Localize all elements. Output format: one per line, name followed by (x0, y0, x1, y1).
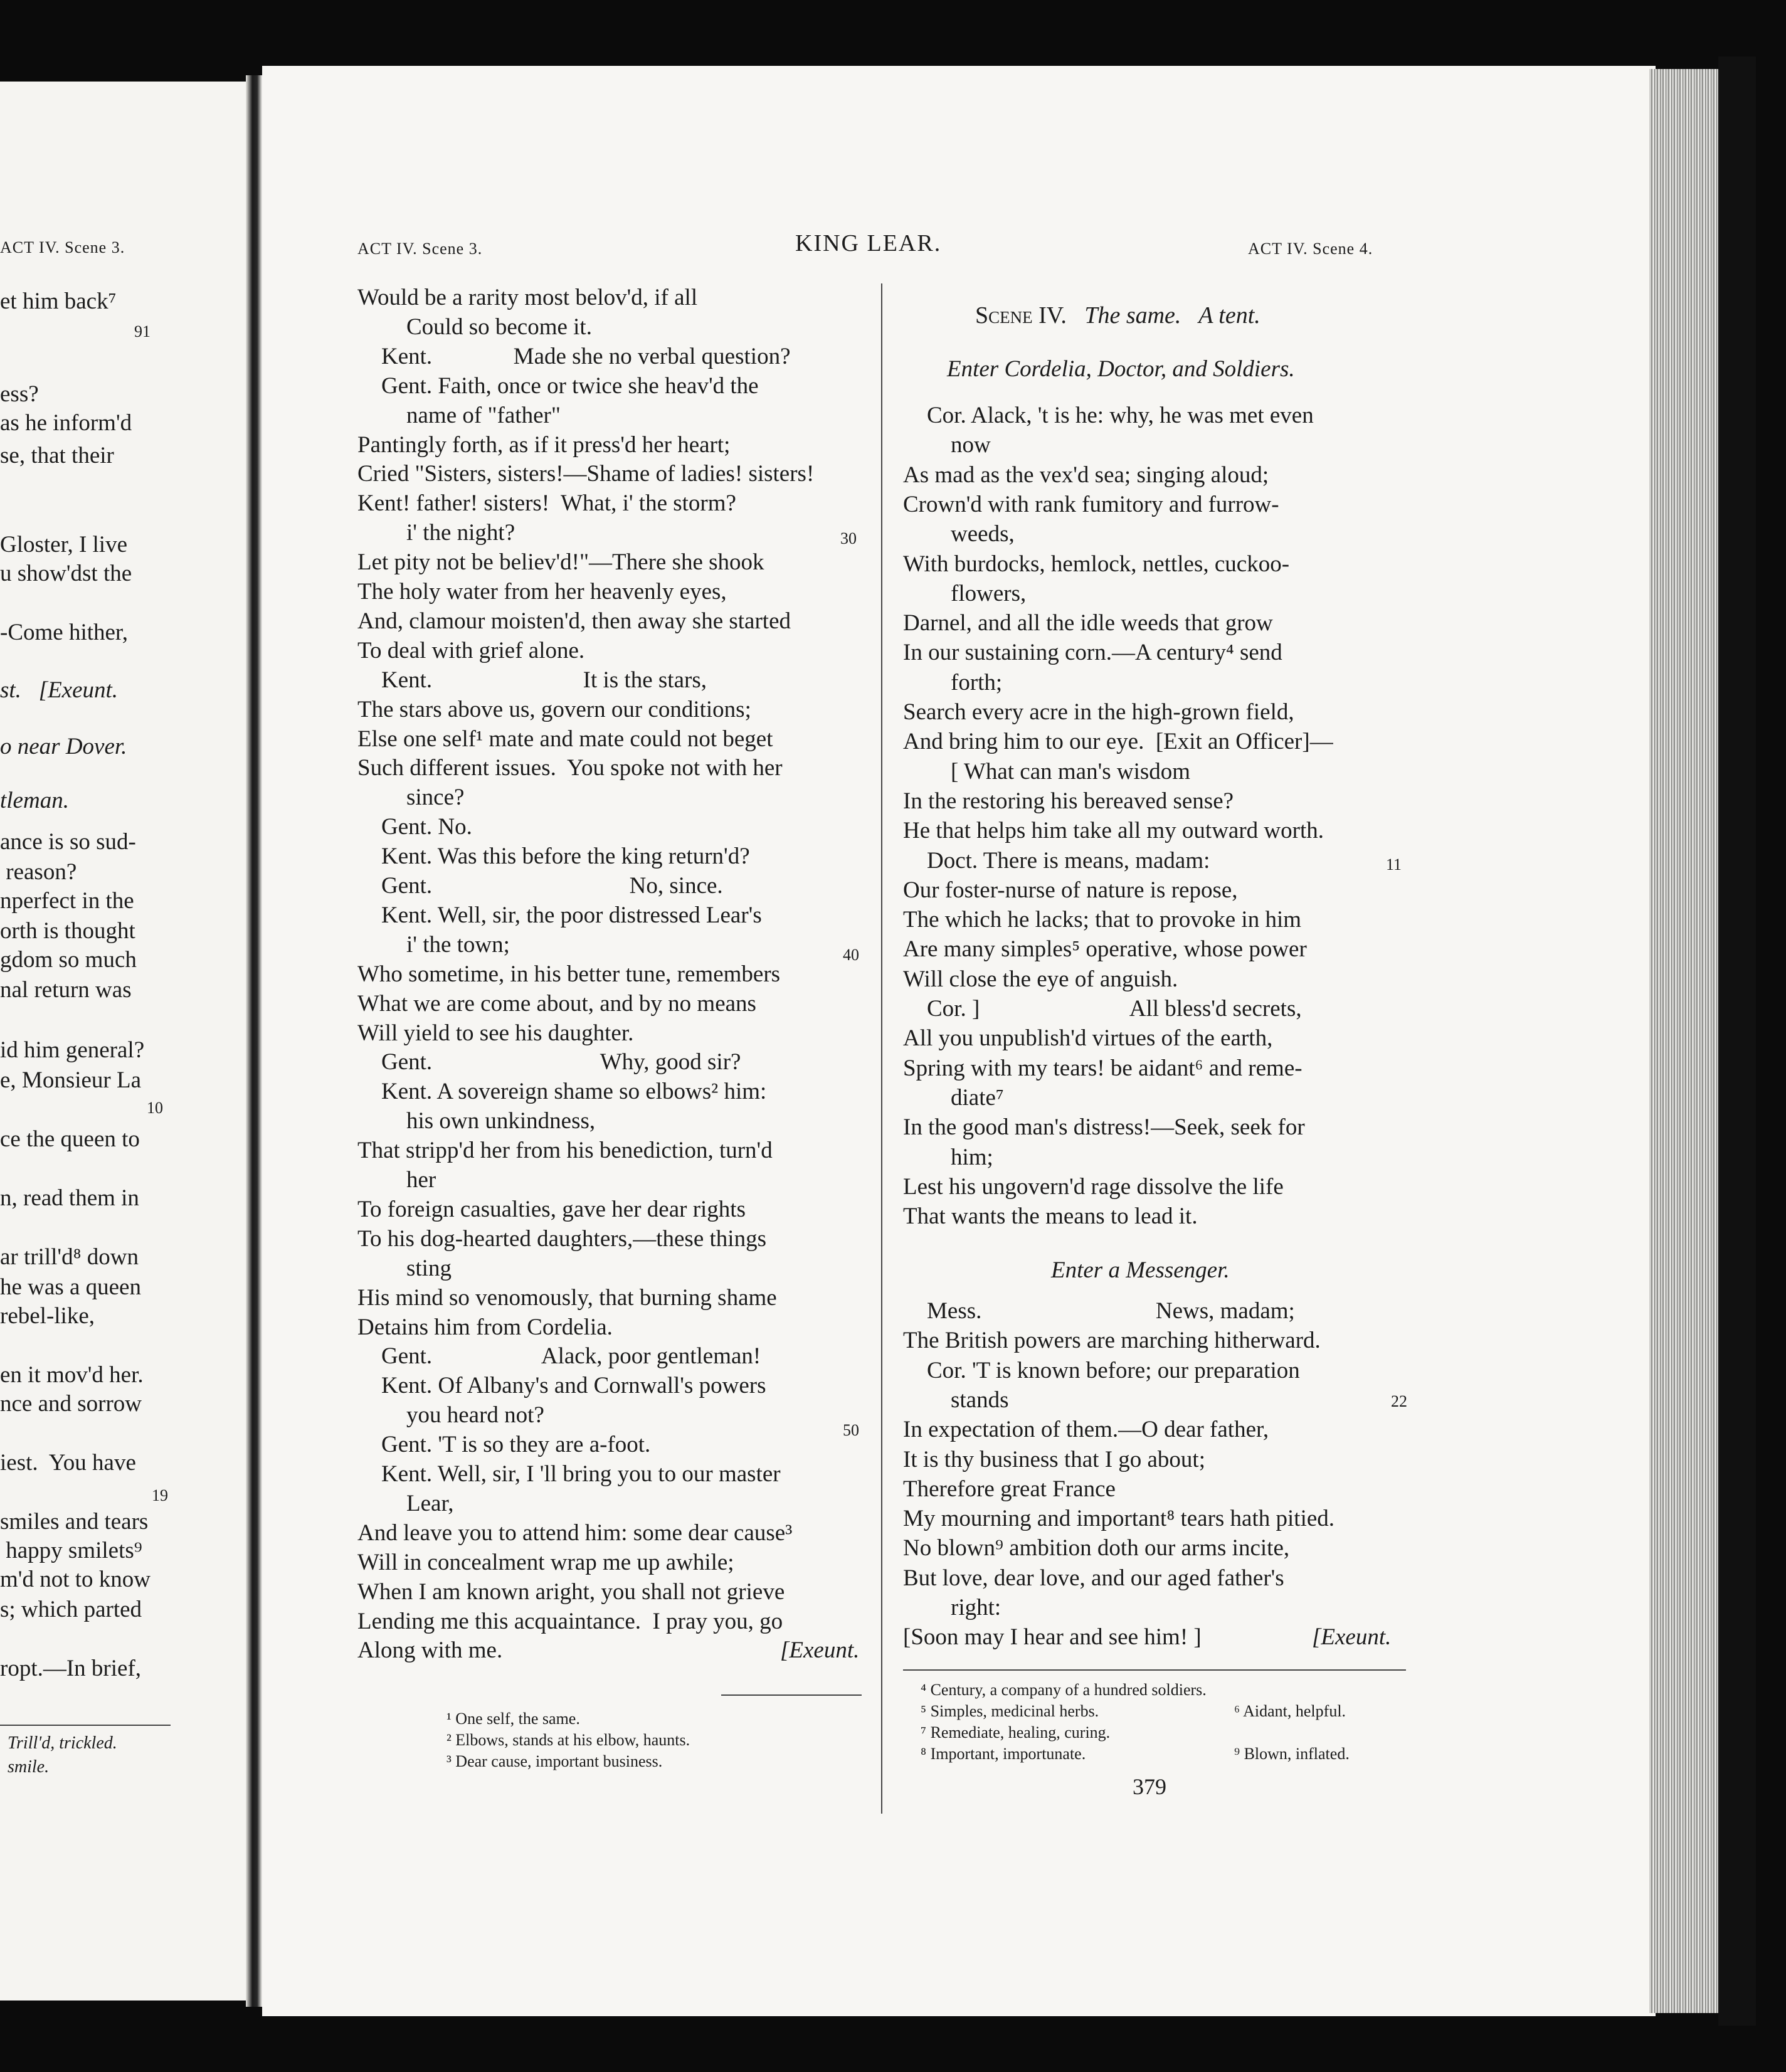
stage-direction: Enter a Messenger. (1051, 1257, 1230, 1283)
text-line: o near Dover. (0, 734, 127, 759)
text-line: He that helps him take all my outward worth. (903, 818, 1324, 844)
text-line: His mind so venomously, that burning shame (357, 1284, 777, 1311)
footnote: ³ Dear cause, important business. (446, 1752, 663, 1770)
text-line: weeds, (951, 521, 1015, 547)
column-divider (881, 283, 882, 1814)
text-line: Would be a rarity most belov'd, if all (357, 285, 698, 310)
text-line: Who sometime, in his better tune, remembers (357, 961, 781, 987)
text-line: happy smilets⁹ (0, 1538, 142, 1563)
text-line: en it mov'd her. (0, 1362, 144, 1388)
text-line: Therefore great France (903, 1476, 1116, 1502)
text-line: m'd not to know (0, 1567, 151, 1592)
text-line: Let pity not be believ'd!"—There she shook (357, 549, 764, 576)
text-line: In the good man's distress!—Seek, seek for (903, 1114, 1305, 1141)
text-line: And, clamour moisten'd, then away she started (357, 608, 791, 634)
text-line: st. [Exeunt. (0, 677, 119, 703)
text-line: Kent. Made she no verbal question? (381, 343, 791, 369)
text-line: Will in concealment wrap me up awhile; (357, 1549, 734, 1575)
text-line: nce and sorrow (0, 1391, 142, 1417)
line-number: 22 (1391, 1392, 1407, 1410)
left-running-header: ACT IV. Scene 3. (0, 238, 125, 256)
text-line: diate⁷ (951, 1084, 1004, 1111)
text-line: flowers, (951, 580, 1027, 606)
text-line: Kent. Was this before the king return'd? (381, 843, 750, 870)
text-line: ess? (0, 381, 39, 407)
text-line: What we are come about, and by no means (357, 990, 756, 1017)
text-line: reason? (0, 859, 77, 885)
text-line: Our foster-nurse of nature is repose, (903, 877, 1238, 903)
text-line: since? (406, 785, 465, 811)
text-line: forth; (951, 669, 1003, 695)
text-line: Kent. A sovereign shame so elbows² him: (381, 1079, 767, 1105)
text-line: And leave you to attend him: some dear cause³ (357, 1520, 793, 1546)
text-line: he was a queen (0, 1274, 141, 1300)
text-line: his own unkindness, (406, 1108, 596, 1134)
text-line: s; which parted (0, 1597, 142, 1622)
footnote: ⁶ Aidant, helpful. (1234, 1702, 1346, 1720)
text-line: In our sustaining corn.—A century⁴ send (903, 640, 1282, 666)
text-line: stands (951, 1387, 1009, 1413)
text-line: smiles and tears (0, 1509, 149, 1535)
line-number: 19 (152, 1486, 168, 1504)
text-line: The stars above us, govern our conditions; (357, 696, 751, 722)
text-line: [Soon may I hear and see him! ] (903, 1624, 1202, 1651)
footnote: ⁷ Remediate, healing, curing. (921, 1723, 1111, 1742)
running-header-left: ACT IV. Scene 3. (357, 240, 483, 258)
text-line: -Come hither, (0, 620, 129, 645)
text-line: Cor. ] All bless'd secrets, (927, 996, 1302, 1022)
text-line: nperfect in the (0, 888, 134, 914)
text-line: Will close the eye of anguish. (903, 966, 1178, 992)
text-line: iest. You have (0, 1450, 136, 1476)
running-header-right: ACT IV. Scene 4. (1248, 240, 1373, 258)
text-line: Kent. Well, sir, I 'll bring you to our master (381, 1461, 781, 1487)
text-line: Will yield to see his daughter. (357, 1020, 634, 1046)
text-line: All you unpublish'd virtues of the earth, (903, 1025, 1273, 1052)
text-line: Are many simples⁵ operative, whose power (903, 936, 1307, 963)
text-line: Such different issues. You spoke not with her (357, 755, 783, 781)
stage-direction: Enter Cordelia, Doctor, and Soldiers. (947, 356, 1295, 382)
text-line: Else one self¹ mate and mate could not beget (357, 726, 773, 752)
line-number: 11 (1386, 855, 1402, 874)
footnote: ⁹ Blown, inflated. (1234, 1745, 1350, 1763)
text-line: orth is thought (0, 918, 135, 944)
text-line: now (951, 432, 991, 458)
text-line: ar trill'd⁸ down (0, 1244, 139, 1270)
text-line: In the restoring his bereaved sense? (903, 788, 1234, 814)
text-line: The which he lacks; that to provoke in him (903, 907, 1302, 933)
text-line: The holy water from her heavenly eyes, (357, 579, 727, 605)
text-line: Darnel, and all the idle weeds that grow (903, 610, 1273, 637)
text-line: right: (951, 1595, 1001, 1620)
text-line: se, that their (0, 443, 114, 468)
text-line: No blown⁹ ambition doth our arms incite, (903, 1535, 1290, 1562)
text-line: Kent. Of Albany's and Cornwall's powers (381, 1373, 766, 1399)
text-line: It is thy business that I go about; (903, 1446, 1205, 1472)
text-line: When I am known aright, you shall not grieve (357, 1578, 785, 1605)
text-line: In expectation of them.—O dear father, (903, 1417, 1269, 1443)
text-line: Detains him from Cordelia. (357, 1314, 613, 1340)
book-gutter (246, 75, 262, 2007)
text-line: ance is so sud- (0, 829, 136, 855)
text-line: Gent. No, since. (381, 873, 723, 899)
scene-number: Scene IV. (975, 302, 1067, 329)
footnote: ⁴ Century, a company of a hundred soldiers. (921, 1681, 1207, 1699)
text-line: Gent. Faith, once or twice she heav'd the (381, 373, 759, 399)
text-line: e, Monsieur La (0, 1067, 142, 1093)
footnote: ⁵ Simples, medicinal herbs. (921, 1702, 1099, 1720)
text-line: [ What can man's wisdom (951, 758, 1191, 785)
text-line: That wants the means to lead it. (903, 1203, 1198, 1230)
text-line: As mad as the vex'd sea; singing aloud; (903, 462, 1269, 488)
text-line: Along with me. (357, 1637, 503, 1664)
text-line: And bring him to our eye. [Exit an Officer]— (903, 729, 1333, 755)
text-line: Gent. Why, good sir? (381, 1049, 741, 1076)
text-line: ce the queen to (0, 1126, 140, 1152)
running-title: KING LEAR. (795, 230, 942, 256)
text-line: My mourning and important⁸ tears hath pitied. (903, 1506, 1335, 1532)
text-line: Gloster, I live (0, 532, 127, 558)
text-line: The British powers are marching hitherward. (903, 1328, 1321, 1354)
text-line: Lending me this acquaintance. I pray you, go (357, 1608, 783, 1634)
footnote-rule (903, 1669, 1406, 1671)
text-line: That stripp'd her from his benediction, turn'd (357, 1138, 773, 1164)
text-line: To deal with grief alone. (357, 637, 585, 663)
text-line: n, read them in (0, 1185, 139, 1211)
text-line: Doct. There is means, madam: (927, 847, 1210, 874)
text-line: Mess. News, madam; (927, 1298, 1295, 1324)
footnote-rule (0, 1725, 171, 1726)
text-line: Spring with my tears! be aidant⁶ and reme- (903, 1055, 1303, 1081)
line-number: 40 (843, 946, 859, 964)
text-line: ropt.—In brief, (0, 1656, 142, 1681)
text-line: Gent. 'T is so they are a-foot. (381, 1432, 651, 1458)
text-line: Search every acre in the high-grown field, (903, 699, 1294, 725)
text-line: Crown'd with rank fumitory and furrow- (903, 491, 1279, 517)
text-line: i' the town; (406, 931, 510, 958)
text-line: her (406, 1167, 436, 1193)
text-line: u show'dst the (0, 561, 132, 586)
text-line: name of "father" (406, 402, 561, 428)
book-shadow (1718, 56, 1756, 2026)
scene-location: The same. A tent. (1084, 302, 1260, 329)
text-line: you heard not? (406, 1402, 544, 1429)
text-line: Pantingly forth, as if it press'd her heart; (357, 431, 731, 458)
line-number: 10 (147, 1099, 163, 1117)
line-number: 30 (840, 529, 857, 547)
text-line: sting (406, 1255, 452, 1281)
text-line: To foreign casualties, gave her dear rights (357, 1196, 746, 1222)
text-line: et him back⁷ (0, 288, 117, 314)
text-line: Lear, (406, 1490, 454, 1516)
text-line: nal return was (0, 977, 132, 1003)
footnote: ² Elbows, stands at his elbow, haunts. (446, 1731, 690, 1749)
page-number: 379 (1133, 1774, 1166, 1799)
scene-heading (975, 301, 1260, 330)
text-line: Lest his ungovern'd rage dissolve the life (903, 1173, 1284, 1200)
text-line: Gent. Alack, poor gentleman! (381, 1343, 761, 1370)
page-edges (1649, 69, 1718, 2013)
text-line: Cried "Sisters, sisters!—Shame of ladies! sisters! (357, 461, 815, 487)
text-line: tleman. (0, 788, 69, 813)
line-number: 91 (134, 322, 151, 341)
text-line: But love, dear love, and our aged father's (903, 1565, 1284, 1591)
text-line: Gent. No. (381, 814, 472, 840)
exeunt-rule (721, 1694, 862, 1696)
footnote: smile. (8, 1757, 50, 1777)
text-line: i' the night? (406, 520, 515, 546)
text-line: Cor. 'T is known before; our preparation (927, 1357, 1300, 1383)
text-line: Kent. It is the stars, (381, 667, 707, 693)
text-line: With burdocks, hemlock, nettles, cuckoo- (903, 551, 1290, 577)
text-line: [Exeunt. (780, 1637, 860, 1664)
text-line: Cor. Alack, 't is he: why, he was met even (927, 403, 1314, 428)
text-line: him; (951, 1144, 993, 1170)
footnote: ¹ One self, the same. (446, 1710, 580, 1728)
text-line: as he inform'd (0, 410, 132, 436)
text-line: gdom so much (0, 947, 137, 973)
text-line: [Exeunt. (1312, 1624, 1392, 1651)
line-number: 50 (843, 1421, 859, 1439)
footnote: Trill'd, trickled. (8, 1733, 117, 1753)
text-line: Kent! father! sisters! What, i' the storm? (357, 490, 736, 517)
text-line: rebel-like, (0, 1303, 95, 1329)
footnote: ⁸ Important, importunate. (921, 1745, 1086, 1763)
text-line: id him general? (0, 1037, 145, 1063)
text-line: Could so become it. (406, 314, 592, 340)
text-line: To his dog-hearted daughters,—these things (357, 1225, 766, 1252)
text-line: Kent. Well, sir, the poor distressed Lear's (381, 902, 762, 928)
